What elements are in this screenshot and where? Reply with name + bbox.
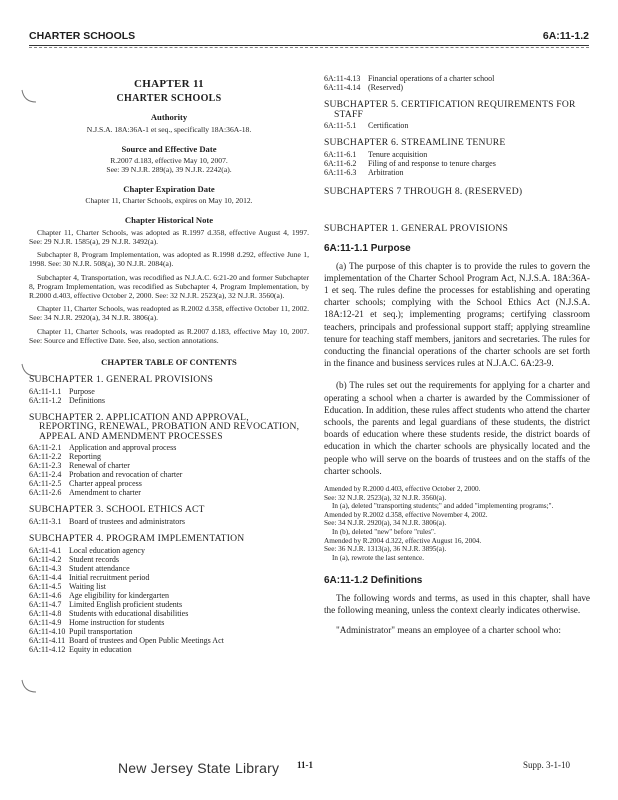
toc-item: 6A:11-1.2 Definitions (29, 395, 105, 405)
toc-item: 6A:11-4.9 Home instruction for students (29, 617, 165, 627)
toc-item: 6A:11-4.4 Initial recruitment period (29, 572, 150, 582)
toc-subchapter-4: SUBCHAPTER 4. PROGRAM IMPLEMENTATION (29, 533, 245, 545)
toc-item: 6A:11-4.10 Pupil transportation (29, 626, 133, 636)
expiration-heading: Chapter Expiration Date (123, 183, 215, 194)
amendment-note: See: 36 N.J.R. 1313(a), 36 N.J.R. 3895(a). (324, 545, 447, 554)
toc-item: 6A:11-4.5 Waiting list (29, 581, 106, 591)
toc-item: 6A:11-2.5 Charter appeal process (29, 479, 142, 489)
toc-item: 6A:11-2.4 Probation and revocation of charter (29, 470, 183, 480)
header-section: 6A:11-1.2 (542, 30, 589, 42)
toc-item: 6A:11-5.1 Certification (324, 121, 409, 131)
header-rule-dotted (29, 47, 589, 48)
toc-item: 6A:11-4.7 Limited English proficient students (29, 599, 183, 609)
toc-item: 6A:11-2.2 Reporting (29, 452, 101, 462)
definitions-administrator: "Administrator" means an employee of a charter school who: (336, 625, 561, 636)
source-text: See: 39 N.J.R. 289(a), 39 N.J.R. 2242(a). (106, 164, 232, 174)
toc-subchapter-1: SUBCHAPTER 1. GENERAL PROVISIONS (29, 374, 214, 386)
toc-item: 6A:11-6.3 Arbitration (324, 167, 404, 177)
toc-item: 6A:11-4.11 Board of trustees and Open Public Meetings Act (29, 635, 224, 645)
source-heading: Source and Effective Date (121, 143, 217, 154)
amendment-note: Amended by R.2002 d.358, effective November 4, 2002. (324, 510, 488, 519)
toc-item: 6A:11-4.8 Students with educational disabilities (29, 608, 189, 618)
history-note: Chapter 11, Charter Schools, was adopted as R.1997 d.358, effective August 4, 1997. See: 29 N.J.R. 1585(a), 29 N.J.R. 3492(a). (29, 227, 309, 246)
header-title: CHARTER SCHOOLS (29, 30, 136, 42)
history-note: Subchapter 8, Program Implementation, was adopted as R.1998 d.292, effective June 1, 1998. See: 30 N.J.R. 508(a), 30 N.J.R. 2084(a). (29, 250, 309, 269)
purpose-paragraph-a: (a) The purpose of this chapter is to provide the rules to govern the implementation of the Charter School Program Act, N.J.S.A. 18A:36A-1 et seq. The rules define the processes for establishing and operating charter schools; complying with the School Ethics Act (N.J.S.A. 18A:12-21 et seq.); implementing programs; certifying classroom teachers, principals and professional support staff; applying streamline tenure for teaching staff members, janitors and secretaries. The rules for conducting the financial operations of the charter schools are set forth in the finance and business services rules at N.J.A.C. 6A:23-9. (324, 260, 590, 369)
amendment-note: See: 32 N.J.R. 2523(a), 32 N.J.R. 3560(a). (324, 493, 447, 502)
left-column (29, 74, 309, 654)
toc-subchapter-2: SUBCHAPTER 2. APPLICATION AND APPROVAL, REPORTING, RENEWAL, PROBATION AND REVOCATION, APPEAL AND AMENDMENT PROCESSES (29, 411, 300, 442)
history-note: Chapter 11, Charter Schools, was readopted as R.2002 d.358, effective October 11, 2002. See: 34 N.J.R. 2920(a), 34 N.J.R. 3806(a). (29, 304, 309, 323)
history-heading: Chapter Historical Note (124, 215, 214, 226)
body-subchapter-1: SUBCHAPTER 1. GENERAL PROVISIONS (324, 223, 509, 235)
history-note: Chapter 11, Charter Schools, was readopted as R.2007 d.183, effective May 10, 2007. See: Source and Effective Date. See, also, section annotations. (29, 326, 309, 345)
toc-item: 6A:11-4.2 Student records (29, 554, 119, 564)
library-watermark: New Jersey State Library (118, 760, 280, 776)
definitions-intro: The following words and terms, as used in this chapter, shall have the following meaning, unless the context clearly indicates otherwise. (324, 592, 590, 616)
section-heading-definitions: 6A:11-1.2 Definitions (324, 575, 423, 587)
toc-item: 6A:11-4.6 Age eligibility for kindergarten (29, 590, 170, 600)
supplement-date: Supp. 3-1-10 (523, 760, 570, 770)
binder-hole-mark-icon (18, 676, 40, 698)
toc-item: 6A:11-4.14 (Reserved) (324, 83, 404, 92)
amendment-note: Amended by R.2004 d.322, effective August 16, 2004. (324, 536, 482, 545)
toc-item: 6A:11-1.1 Purpose (29, 386, 95, 396)
amendment-note: See: 34 N.J.R. 2920(a), 34 N.J.R. 3806(a). (324, 519, 447, 528)
toc-item: 6A:11-2.3 Renewal of charter (29, 461, 130, 471)
right-column (324, 74, 590, 645)
toc-subchapter-6: SUBCHAPTER 6. STREAMLINE TENURE (324, 137, 506, 149)
chapter-number: CHAPTER 11 (134, 78, 204, 90)
expiration-text: Chapter 11, Charter Schools, expires on May 10, 2012. (85, 196, 253, 206)
toc-item: 6A:11-2.1 Application and approval process (29, 443, 177, 453)
toc-subchapter-3: SUBCHAPTER 3. SCHOOL ETHICS ACT (29, 504, 205, 516)
amendment-note: In (b), deleted "new" before "rules". (332, 527, 436, 536)
running-header (29, 30, 589, 44)
toc-item: 6A:11-4.1 Local education agency (29, 545, 145, 555)
history-note: Subchapter 4, Transportation, was recodified as N.J.A.C. 6:21-20 and former Subchapter 8, Program Implementation, was recodified as Subchapter 4, Program Implementation, by R.2000 d.403, effective October 2, 2000. See: 32 N.J.R. 2523(a), 32 N.J.R. 3560(a). (29, 272, 309, 300)
authority-heading: Authority (150, 112, 188, 123)
header-rule (29, 45, 589, 46)
toc-item: 6A:11-2.6 Amendment to charter (29, 488, 141, 498)
amendment-note: Amended by R.2000 d.403, effective October 2, 2000. (324, 485, 481, 494)
toc-item: 6A:11-6.2 Filing of and response to tenure charges (324, 158, 496, 168)
chapter-name: CHARTER SCHOOLS (116, 92, 222, 104)
purpose-paragraph-b: (b) The rules set out the requirements for applying for a charter and operating a school when a charter is awarded by the Commissioner of Education. In addition, these rules affect students who attend the charter schools, the parents and legal guardians of these students, the district boards of education where these students reside, the district boards of education in which the charter schools are physically located and the people who will serve on the boards of trustees and on the staffs of the charter schools. (324, 380, 590, 476)
amendment-notes (324, 485, 590, 562)
toc-item: 6A:11-4.12 Equity in education (29, 644, 132, 654)
section-heading-purpose: 6A:11-1.1 Purpose (324, 242, 411, 254)
amendment-note: In (a), deleted "transporting students;" and added "implementing programs;". (332, 502, 554, 511)
toc-subchapter-5: SUBCHAPTER 5. CERTIFICATION REQUIREMENTS FOR STAFF (324, 99, 576, 120)
authority-text: N.J.S.A. 18A:36A-1 et seq., specifically 18A:36A-18. (86, 124, 252, 134)
source-text: R.2007 d.183, effective May 10, 2007. (110, 156, 228, 166)
page-number: 11-1 (297, 760, 314, 770)
toc-item: 6A:11-4.3 Student attendance (29, 563, 130, 573)
amendment-note: In (a), rewrote the last sentence. (332, 553, 424, 562)
toc-heading: CHAPTER TABLE OF CONTENTS (101, 356, 237, 367)
toc-item: 6A:11-3.1 Board of trustees and administrators (29, 517, 185, 527)
toc-item: 6A:11-6.1 Tenure acquisition (324, 149, 428, 159)
toc-item: 6A:11-4.13 Financial operations of a charter school (324, 74, 495, 83)
toc-subchapters-7-8: SUBCHAPTERS 7 THROUGH 8. (RESERVED) (324, 185, 523, 197)
